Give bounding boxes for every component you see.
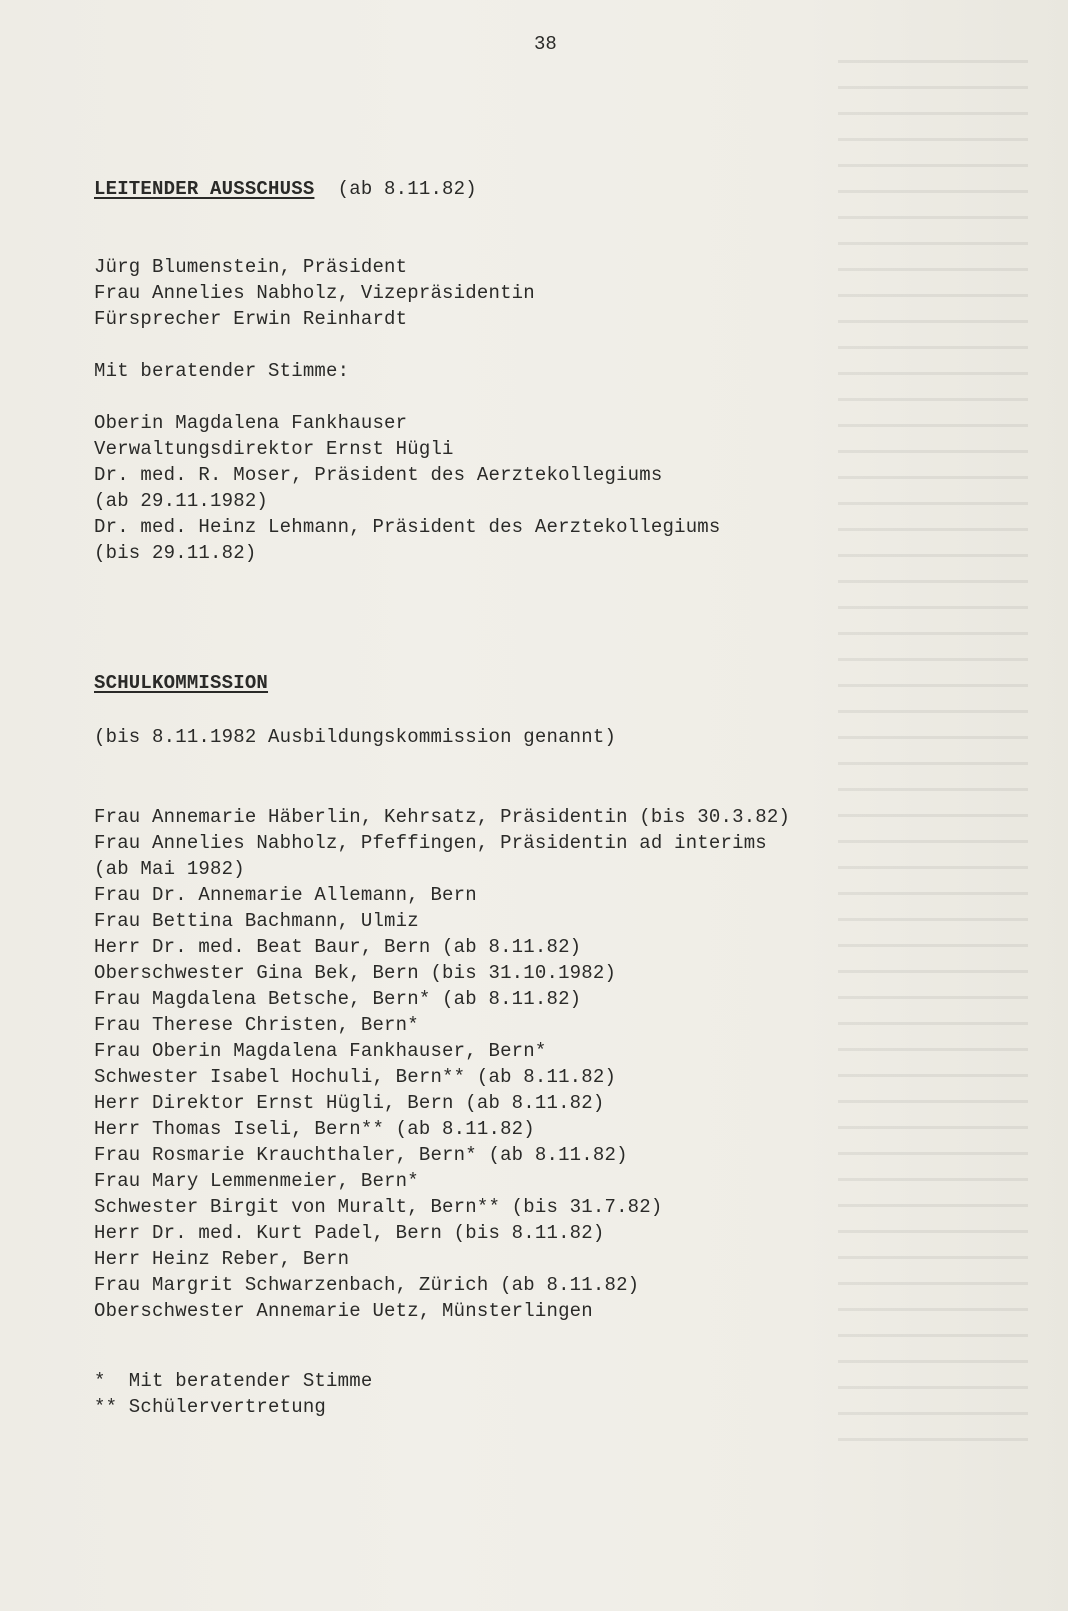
- kommission-member: Frau Rosmarie Krauchthaler, Bern* (ab 8.11.82): [94, 1144, 628, 1166]
- schulkommission-heading: SCHULKOMMISSION: [94, 672, 269, 694]
- footnote-advisory: * Mit beratender Stimme: [94, 1370, 373, 1392]
- kommission-member: Schwester Birgit von Muralt, Bern** (bis 31.7.82): [94, 1196, 663, 1218]
- advisory-member: Verwaltungsdirektor Ernst Hügli: [94, 438, 454, 460]
- kommission-member: Frau Dr. Annemarie Allemann, Bern: [94, 884, 477, 906]
- footnote-students: ** Schülervertretung: [94, 1396, 327, 1418]
- kommission-member: Frau Annemarie Häberlin, Kehrsatz, Präsidentin (bis 30.3.82): [94, 806, 791, 828]
- kommission-member: Frau Therese Christen, Bern*: [94, 1014, 419, 1036]
- schulkommission-note: (bis 8.11.1982 Ausbildungskommission genannt): [94, 726, 617, 748]
- leitender-heading-line: [94, 178, 477, 200]
- kommission-member: Herr Dr. med. Beat Baur, Bern (ab 8.11.82): [94, 936, 582, 958]
- kommission-member: Frau Bettina Bachmann, Ulmiz: [94, 910, 419, 932]
- advisory-member: Oberin Magdalena Fankhauser: [94, 412, 408, 434]
- kommission-member: Frau Oberin Magdalena Fankhauser, Bern*: [94, 1040, 547, 1062]
- kommission-member: Herr Direktor Ernst Hügli, Bern (ab 8.11.82): [94, 1092, 605, 1114]
- kommission-member: Schwester Isabel Hochuli, Bern** (ab 8.11.82): [94, 1066, 617, 1088]
- kommission-member: Frau Annelies Nabholz, Pfeffingen, Präsidentin ad interims: [94, 832, 767, 854]
- page-number: 38: [534, 33, 557, 55]
- leitender-heading: LEITENDER AUSSCHUSS: [94, 178, 315, 200]
- kommission-member: Herr Dr. med. Kurt Padel, Bern (bis 8.11.82): [94, 1222, 605, 1244]
- kommission-member: Oberschwester Annemarie Uetz, Münsterlingen: [94, 1300, 593, 1322]
- advisory-label: Mit beratender Stimme:: [94, 360, 350, 382]
- leitender-member: Fürsprecher Erwin Reinhardt: [94, 308, 408, 330]
- advisory-member: Dr. med. R. Moser, Präsident des Aerztekollegiums: [94, 464, 663, 486]
- leitender-member: Jürg Blumenstein, Präsident: [94, 256, 408, 278]
- advisory-member: Dr. med. Heinz Lehmann, Präsident des Aerztekollegiums: [94, 516, 721, 538]
- advisory-member: (bis 29.11.82): [94, 542, 257, 564]
- kommission-member: Frau Margrit Schwarzenbach, Zürich (ab 8.11.82): [94, 1274, 640, 1296]
- kommission-member: Oberschwester Gina Bek, Bern (bis 31.10.1982): [94, 962, 617, 984]
- advisory-member: (ab 29.11.1982): [94, 490, 269, 512]
- kommission-member: (ab Mai 1982): [94, 858, 245, 880]
- leitender-member: Frau Annelies Nabholz, Vizepräsidentin: [94, 282, 535, 304]
- kommission-member: Herr Heinz Reber, Bern: [94, 1248, 350, 1270]
- kommission-member: Herr Thomas Iseli, Bern** (ab 8.11.82): [94, 1118, 535, 1140]
- bleed-through-text: [838, 60, 1028, 1460]
- leitender-heading-date: (ab 8.11.82): [314, 178, 477, 200]
- kommission-member: Frau Magdalena Betsche, Bern* (ab 8.11.82): [94, 988, 582, 1010]
- kommission-member: Frau Mary Lemmenmeier, Bern*: [94, 1170, 419, 1192]
